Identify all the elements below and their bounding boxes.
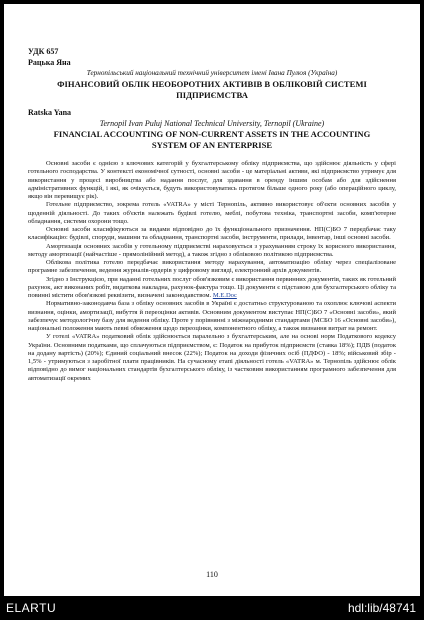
paragraph-6-text: Згідно з Інструкцією, при наданні готельних послуг обов'язковим є використання первинних документів, таких як готельний рахунок, акт виконаних робіт, видаткова накладна, рахунок-фактура тощо. Ці документи є підставою для бухгалтерського обліку та повинні містити обов'язкові реквізити, визначені законодавством. [28, 275, 396, 299]
paragraph-3: Основні засоби класифікуються за видами відповідно до їх функціонального призначення. НП(С)БО 7 передбачає таку класифікацію: будівлі, споруди, машини та обладнання, транспортні засоби, інструменти, прилади, інвентар, інші основні засоби. [28, 226, 396, 242]
paper-content [28, 46, 396, 383]
paragraph-1: Основні засоби є однією з ключових категорій у бухгалтерському обліку підприємства, що здійснює діяльність у сфері готельного господарства. У контексті економічної сутності, основні засоби - це матеріальні активи, які підприємство утримує для використання у процесі виробництва або надання послуг, для здавання в оренду іншим особам або для здійснення адміністративних функцій, і які, як очікується, будуть використовуватись протягом більше одного року (або операційного циклу, якщо він перевищує рік). [28, 160, 396, 200]
page-number: 110 [206, 570, 218, 579]
author-name-ua: Рацька Яна [28, 58, 71, 67]
title-en-line1: FINANCIAL ACCOUNTING OF NON-CURRENT ASSETS IN THE ACCOUNTING [53, 129, 371, 139]
title-ua-line1: ФІНАНСОВИЙ ОБЛІК НЕОБОРОТНИХ АКТИВІВ В ОБЛІКОВІЙ СИСТЕМІ [57, 79, 367, 89]
document-page [4, 4, 420, 596]
paragraph-7: Нормативно-законодавча база з обліку основних засобів в Україні є достатньо структурованою та охоплює ключові аспекти визнання, оцінки, амортизації, вибуття й переоцінки активів. Основним документом виступає НП(С)БО 7 «Основні засоби», який забезпечує методологічну базу для ведення обліку. Проте у порівнянні з міжнародними стандартами (МСБО 16 «Основні засоби»), національні положення мають певні обмеження щодо переоцінки, компонентного обліку, а також визнання витрат на ремонт. [28, 300, 396, 332]
affiliation-en: Ternopil Ivan Puluj National Technical University, Ternopil (Ukraine) [99, 119, 325, 128]
paragraph-6 [28, 276, 396, 301]
repository-name: ELARTU [6, 601, 57, 615]
title-ua-line2: ПІДПРИЄМСТВА [176, 90, 248, 100]
udk-code: УДК 657 [28, 47, 59, 56]
title-en-line2: SYSTEM OF AN ENTERPRISE [151, 140, 273, 150]
paragraph-4: Амортизація основних засобів у готельному підприємстві нараховується з урахуванням строку їх корисного використання, методу амортизації (найчастіше - прямолінійний метод), а також згідно з обліковою політикою підприємства. [28, 242, 396, 258]
author-name-en: Ratska Yana [28, 108, 72, 117]
handle-identifier: hdl:lib/48741 [347, 601, 416, 615]
footer-bar [0, 596, 424, 620]
paragraph-8: У готелі «VATRA» податковий облік здійснюється паралельно з бухгалтерським, але на основі норм Податкового кодексу України. Основними податками, що сплачуються підприємством, є: Податок на прибуток підприємств (ставка 18%); ПДВ (податок на додану вартість) (20%); Єдиний соціальний внесок (22%); Податок на доходи фізичних осіб (ПДФО) - 18%; військовий збір - 1,5% - утримуються з заробітної плати працівників. На сучасному етапі діяльності готель «VATRA» м. Тернопіль здійснює облік відповідно до вимог національних стандартів бухгалтерського обліку, із частковим використанням програмного забезпечення для автоматизації окремих [28, 333, 396, 382]
medoc-link[interactable]: M.E.Doc [212, 292, 237, 299]
paragraph-5: Облікова політика готелю передбачає використання методу нарахування, автоматизацію обліку через спеціалізоване програмне забезпечення, ведення журналів-ордерів у цифровому вигляді, електронний архів документів. [28, 259, 396, 275]
paragraph-2: Готельне підприємство, зокрема готель «VATRA» у місті Тернопіль, активно використовує об'єкти основних засобів у щоденній діяльності. До таких об'єктів належать будівлі готелю, меблі, побутова техніка, транспортні засоби, комп'ютерне обладнання, системи охорони тощо. [28, 201, 396, 225]
affiliation-ua: Тернопільський національний технічний університет імені Івана Пулюя (Україна) [86, 69, 338, 77]
